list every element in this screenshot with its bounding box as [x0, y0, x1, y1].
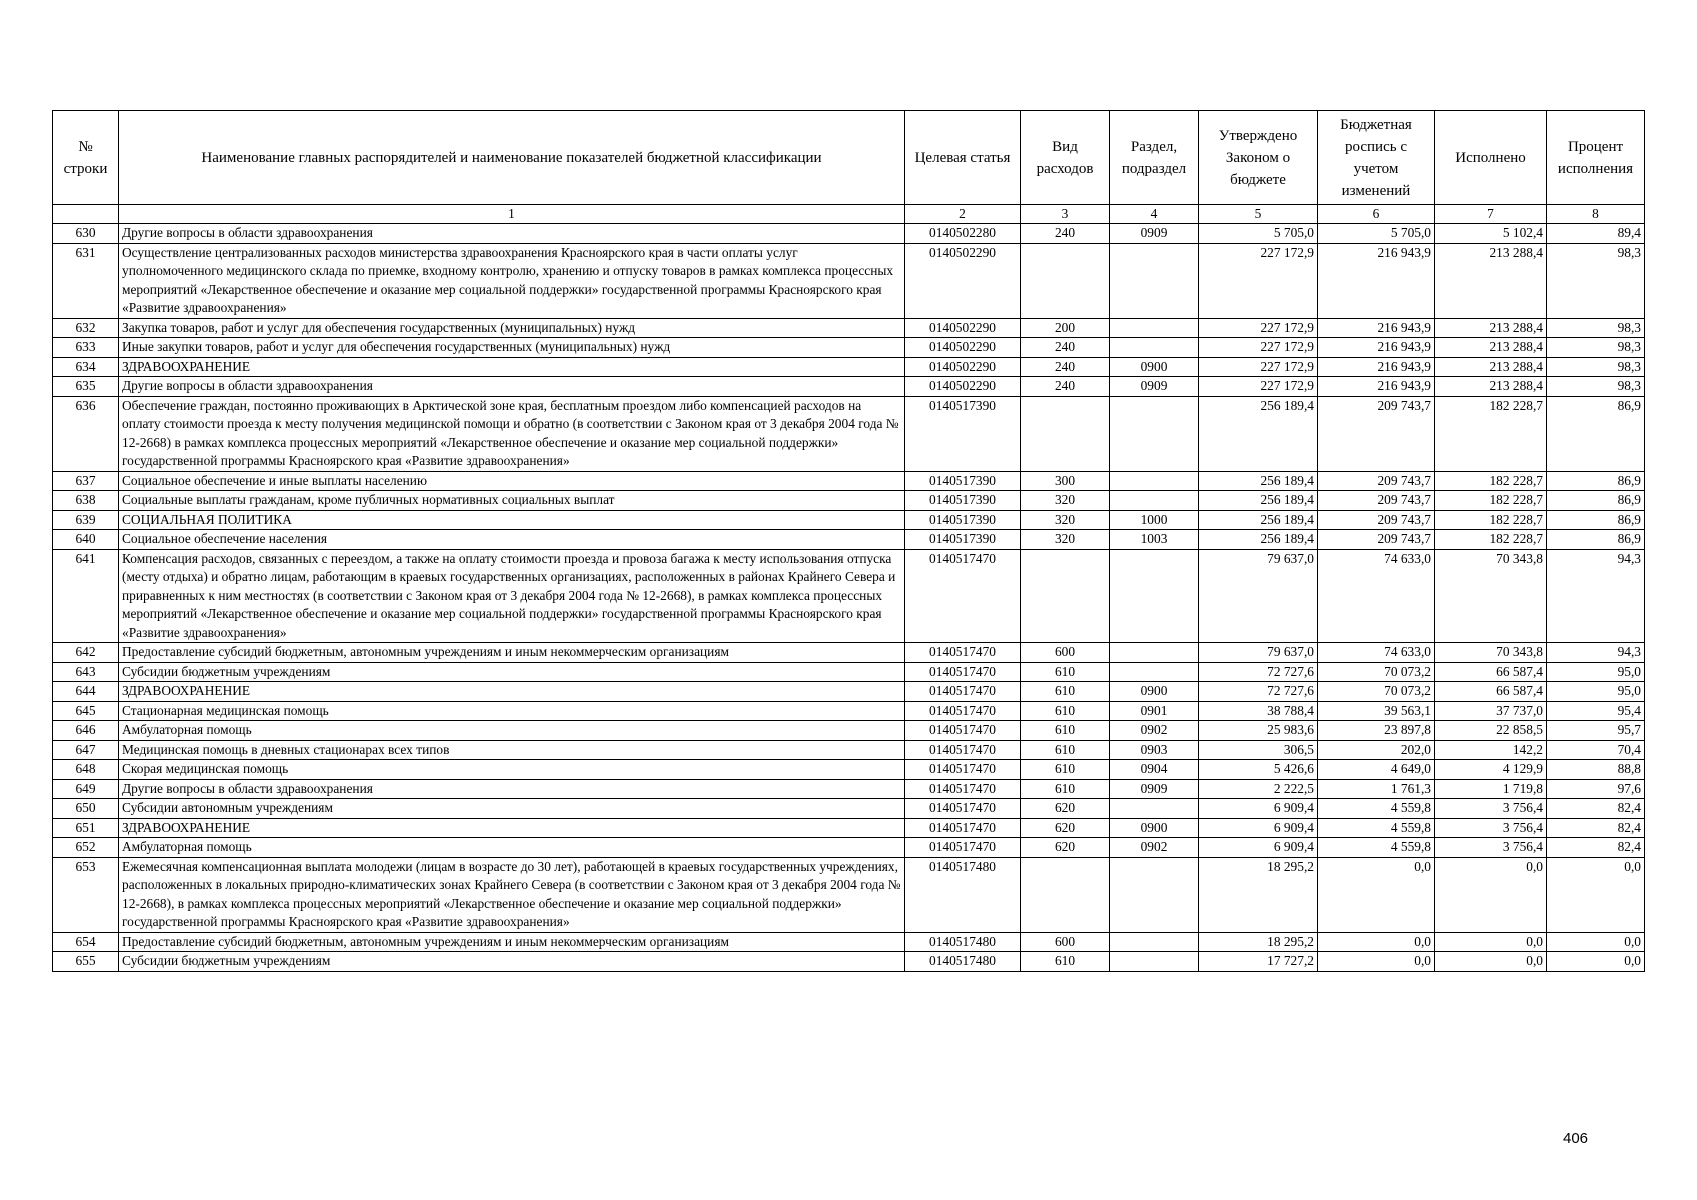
expense-kind — [1021, 396, 1110, 471]
section-code — [1110, 318, 1199, 338]
page-number: 406 — [1563, 1130, 1589, 1147]
execution-percent: 94,3 — [1547, 643, 1645, 663]
approved-amount: 38 788,4 — [1199, 701, 1318, 721]
budget-amount: 70 073,2 — [1318, 682, 1435, 702]
approved-amount: 306,5 — [1199, 740, 1318, 760]
target-article: 0140502290 — [905, 338, 1021, 358]
table-row — [53, 643, 1645, 663]
table-row — [53, 471, 1645, 491]
approved-amount: 17 727,2 — [1199, 952, 1318, 972]
target-article: 0140517480 — [905, 932, 1021, 952]
expense-kind: 240 — [1021, 377, 1110, 397]
execution-percent: 95,0 — [1547, 662, 1645, 682]
budget-amount: 216 943,9 — [1318, 357, 1435, 377]
execution-percent: 70,4 — [1547, 740, 1645, 760]
executed-amount: 3 756,4 — [1435, 818, 1547, 838]
target-article: 0140517480 — [905, 857, 1021, 932]
execution-percent: 86,9 — [1547, 510, 1645, 530]
approved-amount: 79 637,0 — [1199, 549, 1318, 643]
row-number: 640 — [53, 530, 119, 550]
executed-amount: 0,0 — [1435, 952, 1547, 972]
column-number-blank — [53, 205, 119, 224]
row-name: Медицинская помощь в дневных стационарах всех типов — [119, 740, 905, 760]
executed-amount: 213 288,4 — [1435, 377, 1547, 397]
target-article: 0140517470 — [905, 740, 1021, 760]
target-article: 0140517470 — [905, 799, 1021, 819]
header-approved: Утверждено Законом о бюджете — [1199, 111, 1318, 205]
column-number-row — [53, 205, 1645, 224]
executed-amount: 0,0 — [1435, 857, 1547, 932]
section-code — [1110, 338, 1199, 358]
row-name: Компенсация расходов, связанных с переездом, а также на оплату стоимости проезда и провоза багажа к месту использования отпуска (месту отдыха) и обратно лицам, работающим в краевых государственных организациях, расположенных в районах Крайнего Севера и приравненных к ним местностях (в соответствии с Законом края от 3 декабря 2004 года № 12-2668), в рамках комплекса процессных мероприятий «Лекарственное обеспечение и оказание мер социальной поддержки» государственной программы Красноярского края «Развитие здравоохранения» — [119, 549, 905, 643]
row-name: Амбулаторная помощь — [119, 838, 905, 858]
section-code — [1110, 857, 1199, 932]
executed-amount: 182 228,7 — [1435, 396, 1547, 471]
column-number: 5 — [1199, 205, 1318, 224]
section-code: 0909 — [1110, 377, 1199, 397]
expense-kind: 610 — [1021, 779, 1110, 799]
executed-amount: 213 288,4 — [1435, 357, 1547, 377]
budget-amount: 1 761,3 — [1318, 779, 1435, 799]
row-number: 648 — [53, 760, 119, 780]
execution-percent: 95,4 — [1547, 701, 1645, 721]
section-code: 1003 — [1110, 530, 1199, 550]
table-row — [53, 377, 1645, 397]
budget-amount: 209 743,7 — [1318, 491, 1435, 511]
budget-amount: 216 943,9 — [1318, 318, 1435, 338]
section-code — [1110, 799, 1199, 819]
row-number: 655 — [53, 952, 119, 972]
execution-percent: 82,4 — [1547, 838, 1645, 858]
expense-kind: 600 — [1021, 643, 1110, 663]
expense-kind: 320 — [1021, 530, 1110, 550]
table-row — [53, 952, 1645, 972]
expense-kind: 320 — [1021, 510, 1110, 530]
execution-percent: 88,8 — [1547, 760, 1645, 780]
approved-amount: 256 189,4 — [1199, 471, 1318, 491]
approved-amount: 256 189,4 — [1199, 396, 1318, 471]
approved-amount: 256 189,4 — [1199, 510, 1318, 530]
approved-amount: 6 909,4 — [1199, 838, 1318, 858]
execution-percent: 82,4 — [1547, 799, 1645, 819]
section-code: 1000 — [1110, 510, 1199, 530]
section-code — [1110, 643, 1199, 663]
section-code: 0901 — [1110, 701, 1199, 721]
budget-table — [52, 110, 1645, 972]
executed-amount: 182 228,7 — [1435, 491, 1547, 511]
execution-percent: 86,9 — [1547, 396, 1645, 471]
table-row — [53, 721, 1645, 741]
column-number: 2 — [905, 205, 1021, 224]
execution-percent: 0,0 — [1547, 932, 1645, 952]
budget-amount: 209 743,7 — [1318, 396, 1435, 471]
table-row — [53, 396, 1645, 471]
executed-amount: 70 343,8 — [1435, 549, 1547, 643]
row-name: Иные закупки товаров, работ и услуг для обеспечения государственных (муниципальных) нужд — [119, 338, 905, 358]
table-row — [53, 338, 1645, 358]
table-row — [53, 662, 1645, 682]
expense-kind: 610 — [1021, 662, 1110, 682]
target-article: 0140517470 — [905, 682, 1021, 702]
executed-amount: 22 858,5 — [1435, 721, 1547, 741]
target-article: 0140502290 — [905, 377, 1021, 397]
executed-amount: 5 102,4 — [1435, 224, 1547, 244]
table-row — [53, 818, 1645, 838]
expense-kind: 610 — [1021, 740, 1110, 760]
expense-kind: 600 — [1021, 932, 1110, 952]
budget-amount: 209 743,7 — [1318, 530, 1435, 550]
row-number: 654 — [53, 932, 119, 952]
section-code — [1110, 952, 1199, 972]
budget-amount: 202,0 — [1318, 740, 1435, 760]
row-number: 646 — [53, 721, 119, 741]
row-name: Другие вопросы в области здравоохранения — [119, 224, 905, 244]
row-name: Ежемесячная компенсационная выплата молодежи (лицам в возрасте до 30 лет), работающей в краевых государственных учреждениях, расположенных в локальных природно-климатических зонах Крайнего Севера (в соответствии с Законом края от 3 декабря 2004 года № 12-2668), в рамках комплекса процессных мероприятий «Лекарственное обеспечение и оказание мер социальной поддержки» государственной программы Красноярского края «Развитие здравоохранения» — [119, 857, 905, 932]
row-number: 637 — [53, 471, 119, 491]
row-number: 631 — [53, 243, 119, 318]
expense-kind: 300 — [1021, 471, 1110, 491]
budget-amount: 4 559,8 — [1318, 818, 1435, 838]
approved-amount: 79 637,0 — [1199, 643, 1318, 663]
execution-percent: 95,0 — [1547, 682, 1645, 702]
row-number: 635 — [53, 377, 119, 397]
row-name: Социальное обеспечение населения — [119, 530, 905, 550]
target-article: 0140517390 — [905, 491, 1021, 511]
execution-percent: 0,0 — [1547, 857, 1645, 932]
column-number: 3 — [1021, 205, 1110, 224]
row-number: 647 — [53, 740, 119, 760]
row-number: 644 — [53, 682, 119, 702]
execution-percent: 98,3 — [1547, 338, 1645, 358]
executed-amount: 213 288,4 — [1435, 318, 1547, 338]
header-row — [53, 111, 1645, 205]
column-number: 1 — [119, 205, 905, 224]
table-row — [53, 760, 1645, 780]
execution-percent: 94,3 — [1547, 549, 1645, 643]
row-name: Субсидии бюджетным учреждениям — [119, 952, 905, 972]
expense-kind — [1021, 243, 1110, 318]
budget-amount: 216 943,9 — [1318, 338, 1435, 358]
table-row — [53, 740, 1645, 760]
execution-percent: 95,7 — [1547, 721, 1645, 741]
table-row — [53, 549, 1645, 643]
row-number: 652 — [53, 838, 119, 858]
expense-kind: 240 — [1021, 357, 1110, 377]
row-number: 632 — [53, 318, 119, 338]
row-name: Амбулаторная помощь — [119, 721, 905, 741]
table-row — [53, 701, 1645, 721]
budget-amount: 74 633,0 — [1318, 643, 1435, 663]
expense-kind: 320 — [1021, 491, 1110, 511]
table-row — [53, 857, 1645, 932]
row-number: 649 — [53, 779, 119, 799]
approved-amount: 227 172,9 — [1199, 318, 1318, 338]
row-name: Социальное обеспечение и иные выплаты населению — [119, 471, 905, 491]
row-number: 630 — [53, 224, 119, 244]
execution-percent: 98,3 — [1547, 357, 1645, 377]
header-budget-schedule: Бюджетная роспись с учетом изменений — [1318, 111, 1435, 205]
row-name: Субсидии автономным учреждениям — [119, 799, 905, 819]
target-article: 0140517470 — [905, 779, 1021, 799]
expense-kind: 240 — [1021, 224, 1110, 244]
header-percent: Процент исполнения — [1547, 111, 1645, 205]
execution-percent: 89,4 — [1547, 224, 1645, 244]
row-number: 636 — [53, 396, 119, 471]
executed-amount: 66 587,4 — [1435, 662, 1547, 682]
target-article: 0140517470 — [905, 549, 1021, 643]
target-article: 0140502290 — [905, 243, 1021, 318]
approved-amount: 72 727,6 — [1199, 662, 1318, 682]
execution-percent: 98,3 — [1547, 318, 1645, 338]
execution-percent: 98,3 — [1547, 377, 1645, 397]
expense-kind: 620 — [1021, 799, 1110, 819]
column-number: 7 — [1435, 205, 1547, 224]
row-number: 641 — [53, 549, 119, 643]
header-name: Наименование главных распорядителей и наименование показателей бюджетной классификации — [119, 111, 905, 205]
target-article: 0140517390 — [905, 471, 1021, 491]
section-code: 0909 — [1110, 779, 1199, 799]
header-section: Раздел, подраздел — [1110, 111, 1199, 205]
executed-amount: 1 719,8 — [1435, 779, 1547, 799]
table-row — [53, 357, 1645, 377]
target-article: 0140517390 — [905, 530, 1021, 550]
budget-amount: 216 943,9 — [1318, 377, 1435, 397]
executed-amount: 142,2 — [1435, 740, 1547, 760]
budget-amount: 74 633,0 — [1318, 549, 1435, 643]
expense-kind: 200 — [1021, 318, 1110, 338]
section-code — [1110, 932, 1199, 952]
section-code — [1110, 491, 1199, 511]
row-number: 645 — [53, 701, 119, 721]
table-row — [53, 682, 1645, 702]
approved-amount: 6 909,4 — [1199, 799, 1318, 819]
table-row — [53, 779, 1645, 799]
approved-amount: 227 172,9 — [1199, 377, 1318, 397]
executed-amount: 0,0 — [1435, 932, 1547, 952]
row-number: 653 — [53, 857, 119, 932]
approved-amount: 227 172,9 — [1199, 243, 1318, 318]
row-name: Осуществление централизованных расходов министерства здравоохранения Красноярского края в части оплаты услуг уполномоченного медицинского склада по приемке, входному контролю, хранению и отпуску товаров в рамках комплекса процессных мероприятий «Лекарственное обеспечение и оказание мер социальной поддержки» государственной программы Красноярского края «Развитие здравоохранения» — [119, 243, 905, 318]
table-row — [53, 838, 1645, 858]
target-article: 0140502290 — [905, 357, 1021, 377]
header-target-article: Целевая статья — [905, 111, 1021, 205]
row-number: 642 — [53, 643, 119, 663]
row-number: 650 — [53, 799, 119, 819]
table-row — [53, 491, 1645, 511]
executed-amount: 66 587,4 — [1435, 682, 1547, 702]
header-row-number: № строки — [53, 111, 119, 205]
target-article: 0140517470 — [905, 643, 1021, 663]
section-code — [1110, 243, 1199, 318]
expense-kind: 620 — [1021, 838, 1110, 858]
section-code: 0903 — [1110, 740, 1199, 760]
row-name: Другие вопросы в области здравоохранения — [119, 377, 905, 397]
target-article: 0140517470 — [905, 818, 1021, 838]
section-code — [1110, 471, 1199, 491]
header-expense-kind: Вид расходов — [1021, 111, 1110, 205]
budget-amount: 23 897,8 — [1318, 721, 1435, 741]
approved-amount: 6 909,4 — [1199, 818, 1318, 838]
row-name: ЗДРАВООХРАНЕНИЕ — [119, 357, 905, 377]
approved-amount: 5 705,0 — [1199, 224, 1318, 244]
approved-amount: 25 983,6 — [1199, 721, 1318, 741]
budget-amount: 209 743,7 — [1318, 510, 1435, 530]
expense-kind — [1021, 857, 1110, 932]
budget-amount: 39 563,1 — [1318, 701, 1435, 721]
section-code: 0904 — [1110, 760, 1199, 780]
section-code — [1110, 396, 1199, 471]
budget-amount: 0,0 — [1318, 932, 1435, 952]
approved-amount: 2 222,5 — [1199, 779, 1318, 799]
section-code — [1110, 549, 1199, 643]
executed-amount: 182 228,7 — [1435, 530, 1547, 550]
budget-amount: 4 559,8 — [1318, 799, 1435, 819]
execution-percent: 86,9 — [1547, 471, 1645, 491]
executed-amount: 4 129,9 — [1435, 760, 1547, 780]
approved-amount: 18 295,2 — [1199, 857, 1318, 932]
table-row — [53, 318, 1645, 338]
approved-amount: 227 172,9 — [1199, 338, 1318, 358]
section-code: 0902 — [1110, 721, 1199, 741]
executed-amount: 182 228,7 — [1435, 471, 1547, 491]
table-row — [53, 224, 1645, 244]
section-code: 0900 — [1110, 818, 1199, 838]
table-row — [53, 510, 1645, 530]
row-number: 651 — [53, 818, 119, 838]
row-name: Субсидии бюджетным учреждениям — [119, 662, 905, 682]
executed-amount: 3 756,4 — [1435, 799, 1547, 819]
row-name: Обеспечение граждан, постоянно проживающих в Арктической зоне края, бесплатным проездом либо компенсацией расходов на оплату стоимости проезда к месту получения медицинской помощи и обратно (в соответствии с Законом края от 3 декабря 2004 года № 12-2668) в рамках комплекса процессных мероприятий «Лекарственное обеспечение и оказание мер социальной поддержки» государственной программы Красноярского края «Развитие здравоохранения» — [119, 396, 905, 471]
row-name: Скорая медицинская помощь — [119, 760, 905, 780]
execution-percent: 86,9 — [1547, 530, 1645, 550]
target-article: 0140502290 — [905, 318, 1021, 338]
budget-amount: 70 073,2 — [1318, 662, 1435, 682]
expense-kind: 610 — [1021, 760, 1110, 780]
row-name: Другие вопросы в области здравоохранения — [119, 779, 905, 799]
expense-kind: 620 — [1021, 818, 1110, 838]
execution-percent: 82,4 — [1547, 818, 1645, 838]
section-code: 0900 — [1110, 682, 1199, 702]
budget-amount: 5 705,0 — [1318, 224, 1435, 244]
section-code: 0909 — [1110, 224, 1199, 244]
expense-kind: 610 — [1021, 682, 1110, 702]
expense-kind: 610 — [1021, 701, 1110, 721]
column-number: 8 — [1547, 205, 1645, 224]
executed-amount: 213 288,4 — [1435, 338, 1547, 358]
expense-kind: 240 — [1021, 338, 1110, 358]
target-article: 0140517470 — [905, 760, 1021, 780]
row-name: ЗДРАВООХРАНЕНИЕ — [119, 682, 905, 702]
column-number: 4 — [1110, 205, 1199, 224]
row-number: 639 — [53, 510, 119, 530]
target-article: 0140517390 — [905, 510, 1021, 530]
executed-amount: 182 228,7 — [1435, 510, 1547, 530]
approved-amount: 227 172,9 — [1199, 357, 1318, 377]
executed-amount: 3 756,4 — [1435, 838, 1547, 858]
table-body — [53, 224, 1645, 972]
row-name: Предоставление субсидий бюджетным, автономным учреждениям и иным некоммерческим организациям — [119, 932, 905, 952]
budget-amount: 0,0 — [1318, 952, 1435, 972]
section-code — [1110, 662, 1199, 682]
column-number: 6 — [1318, 205, 1435, 224]
approved-amount: 72 727,6 — [1199, 682, 1318, 702]
row-number: 643 — [53, 662, 119, 682]
executed-amount: 70 343,8 — [1435, 643, 1547, 663]
execution-percent: 98,3 — [1547, 243, 1645, 318]
budget-amount: 4 559,8 — [1318, 838, 1435, 858]
budget-amount: 216 943,9 — [1318, 243, 1435, 318]
budget-amount: 209 743,7 — [1318, 471, 1435, 491]
execution-percent: 86,9 — [1547, 491, 1645, 511]
target-article: 0140517480 — [905, 952, 1021, 972]
expense-kind — [1021, 549, 1110, 643]
row-name: Закупка товаров, работ и услуг для обеспечения государственных (муниципальных) нужд — [119, 318, 905, 338]
expense-kind: 610 — [1021, 952, 1110, 972]
target-article: 0140517470 — [905, 838, 1021, 858]
approved-amount: 256 189,4 — [1199, 530, 1318, 550]
header-executed: Исполнено — [1435, 111, 1547, 205]
row-number: 634 — [53, 357, 119, 377]
section-code: 0902 — [1110, 838, 1199, 858]
section-code: 0900 — [1110, 357, 1199, 377]
approved-amount: 256 189,4 — [1199, 491, 1318, 511]
approved-amount: 5 426,6 — [1199, 760, 1318, 780]
target-article: 0140517470 — [905, 701, 1021, 721]
table-row — [53, 243, 1645, 318]
budget-amount: 4 649,0 — [1318, 760, 1435, 780]
target-article: 0140517470 — [905, 662, 1021, 682]
executed-amount: 213 288,4 — [1435, 243, 1547, 318]
row-name: Стационарная медицинская помощь — [119, 701, 905, 721]
table-row — [53, 530, 1645, 550]
approved-amount: 18 295,2 — [1199, 932, 1318, 952]
expense-kind: 610 — [1021, 721, 1110, 741]
table-row — [53, 932, 1645, 952]
row-name: ЗДРАВООХРАНЕНИЕ — [119, 818, 905, 838]
row-name: Социальные выплаты гражданам, кроме публичных нормативных социальных выплат — [119, 491, 905, 511]
target-article: 0140517390 — [905, 396, 1021, 471]
target-article: 0140517470 — [905, 721, 1021, 741]
execution-percent: 0,0 — [1547, 952, 1645, 972]
target-article: 0140502280 — [905, 224, 1021, 244]
executed-amount: 37 737,0 — [1435, 701, 1547, 721]
row-name: Предоставление субсидий бюджетным, автономным учреждениям и иным некоммерческим организациям — [119, 643, 905, 663]
budget-amount: 0,0 — [1318, 857, 1435, 932]
table-row — [53, 799, 1645, 819]
row-number: 638 — [53, 491, 119, 511]
row-number: 633 — [53, 338, 119, 358]
execution-percent: 97,6 — [1547, 779, 1645, 799]
row-name: СОЦИАЛЬНАЯ ПОЛИТИКА — [119, 510, 905, 530]
